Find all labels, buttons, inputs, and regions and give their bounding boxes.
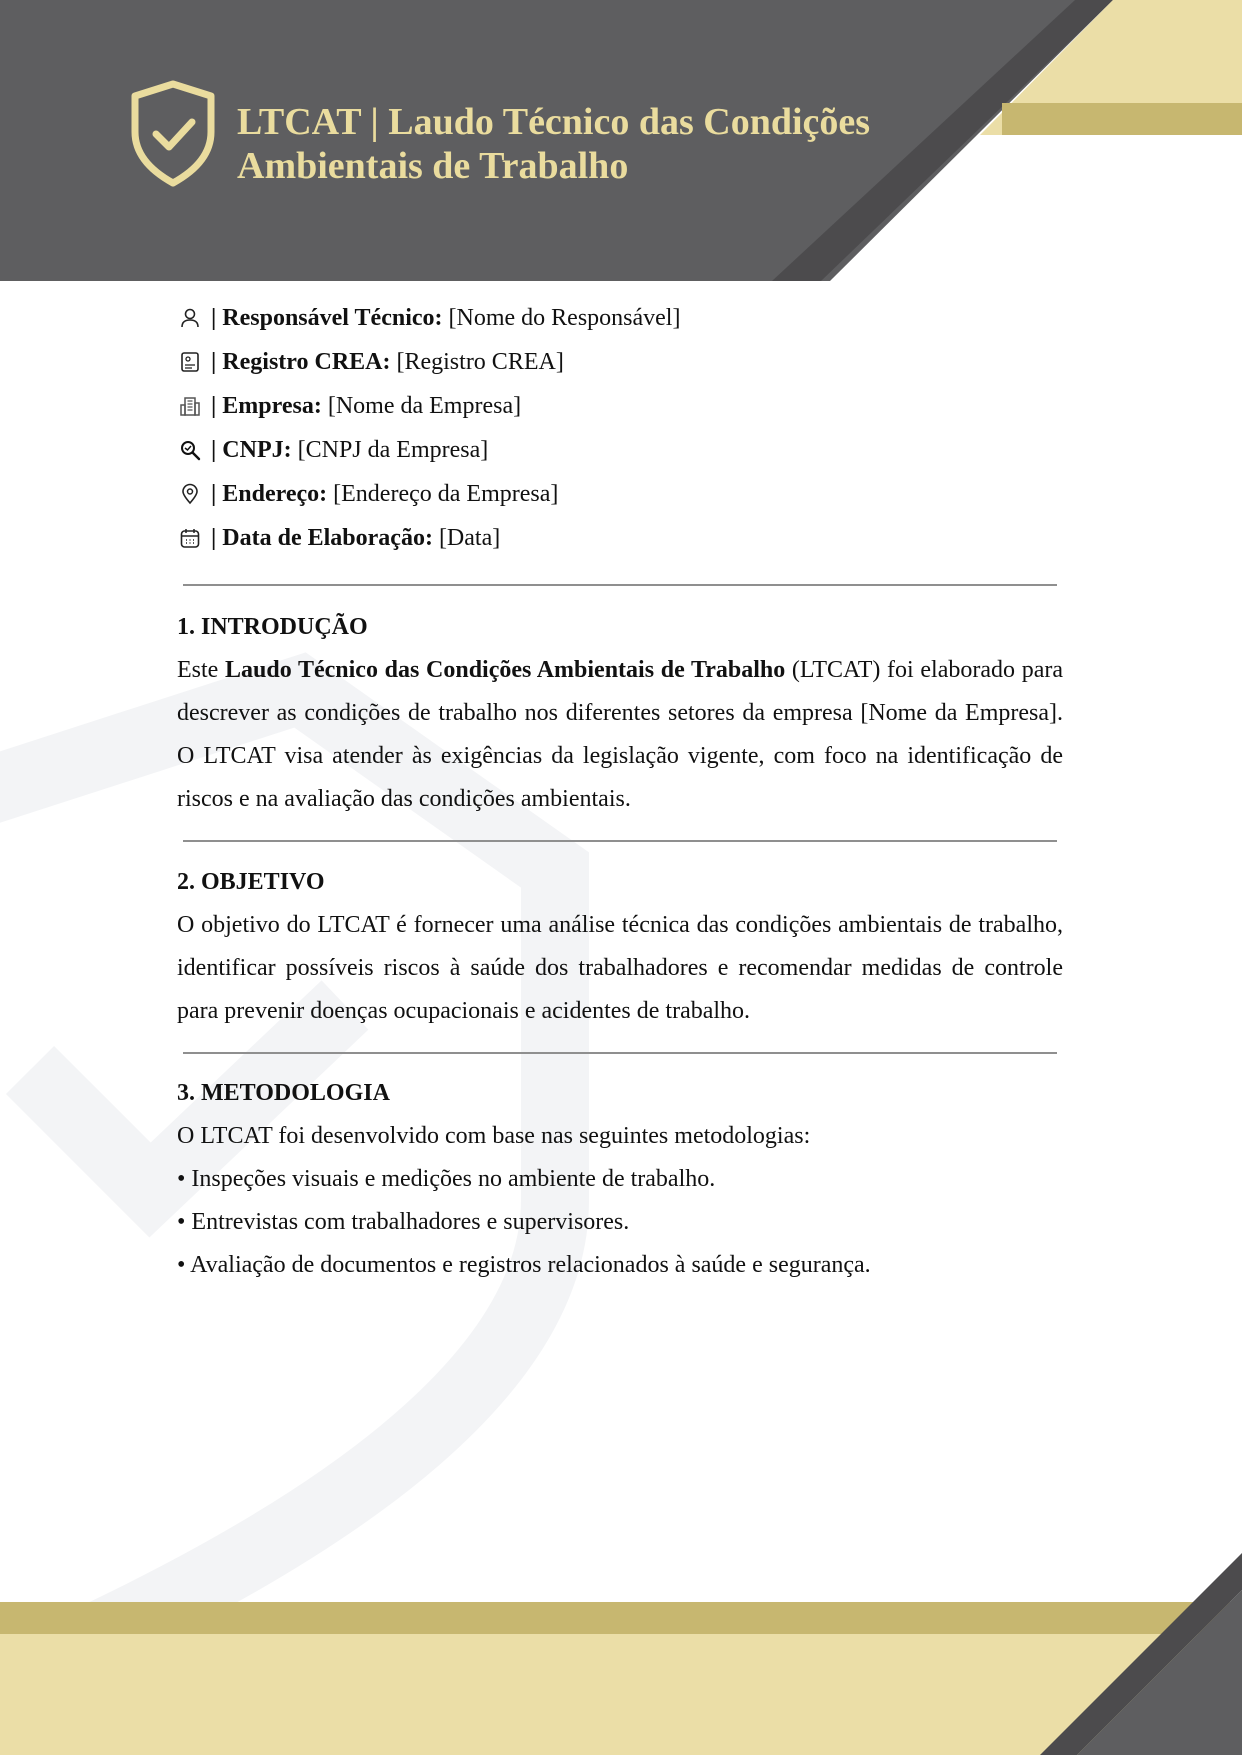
info-list: [177, 296, 1063, 560]
paragraph-text: (LTCAT) foi elaborado para descrever as condições de trabalho nos diferentes setores da empresa [Nome da Empresa]. O LTCAT visa atender às exigências da legislação vigente, com foco na identificação de riscos e na avaliação das condições ambientais.: [177, 657, 1069, 812]
info-label: | Registro CREA:: [211, 348, 391, 375]
section-metodologia: [177, 1071, 1063, 1287]
section-title: 1. INTRODUÇÃO: [177, 614, 368, 640]
footer-gold-stripe: [0, 1602, 1242, 1634]
paragraph-bold-text: Laudo Técnico das Condições Ambientais de Trabalho: [225, 657, 786, 683]
info-value: [Nome do Responsável]: [442, 304, 681, 331]
section-title: 3. METODOLOGIA: [177, 1080, 390, 1106]
info-value: [Data]: [432, 524, 501, 551]
info-value: [Registro CREA]: [390, 348, 564, 375]
info-value: [Endereço da Empresa]: [327, 480, 559, 507]
info-value: [CNPJ da Empresa]: [291, 436, 489, 463]
section-divider: [183, 584, 1057, 586]
section-paragraph: O LTCAT foi desenvolvido com base nas seguintes metodologias:: [177, 1123, 811, 1149]
list-item: • Avaliação de documentos e registros relacionados à saúde e segurança.: [177, 1252, 871, 1278]
info-row-responsavel: [177, 296, 1063, 340]
id-card-icon: [177, 349, 203, 375]
info-row-crea: [177, 340, 1063, 384]
section-divider: [183, 1052, 1057, 1054]
location-pin-icon: [177, 481, 203, 507]
page-title-line-1: LTCAT | Laudo Técnico das Condições: [237, 101, 871, 143]
shield-check-icon: [130, 80, 216, 188]
section-objetivo: [177, 860, 1063, 1033]
info-label: | Endereço:: [211, 480, 328, 507]
info-label: | Data de Elaboração:: [211, 524, 433, 551]
info-row-empresa: [177, 384, 1063, 428]
info-label: | CNPJ:: [211, 436, 292, 463]
section-title: 2. OBJETIVO: [177, 869, 325, 895]
info-row-data: [177, 516, 1063, 560]
page-title: [237, 100, 997, 188]
footer-gold-band: [0, 1634, 1242, 1755]
building-icon: [177, 393, 203, 419]
info-row-cnpj: [177, 428, 1063, 472]
section-paragraph: [177, 649, 1069, 821]
info-value: [Nome da Empresa]: [321, 392, 522, 419]
page-title-line-2: Ambientais de Trabalho: [237, 145, 629, 187]
document-content: [177, 296, 1069, 1287]
section-paragraph: O objetivo do LTCAT é fornecer uma análise técnica das condições ambientais de trabalho, identificar possíveis riscos à saúde dos trabalhadores e recomendar medidas de controle para prevenir doenças ocupacionais e acidentes de trabalho.: [177, 912, 1063, 1024]
section-introducao: [177, 605, 1069, 821]
header-gold-bar: [1002, 103, 1242, 135]
paragraph-text: Este: [177, 657, 226, 683]
person-icon: [177, 305, 203, 331]
info-row-endereco: [177, 472, 1063, 516]
search-icon: [177, 437, 203, 463]
info-label: | Empresa:: [211, 392, 322, 419]
list-item: • Inspeções visuais e medições no ambiente de trabalho.: [177, 1166, 716, 1192]
calendar-icon: [177, 525, 203, 551]
list-item: • Entrevistas com trabalhadores e supervisores.: [177, 1209, 630, 1235]
section-divider: [183, 840, 1057, 842]
info-label: | Responsável Técnico:: [211, 304, 443, 331]
